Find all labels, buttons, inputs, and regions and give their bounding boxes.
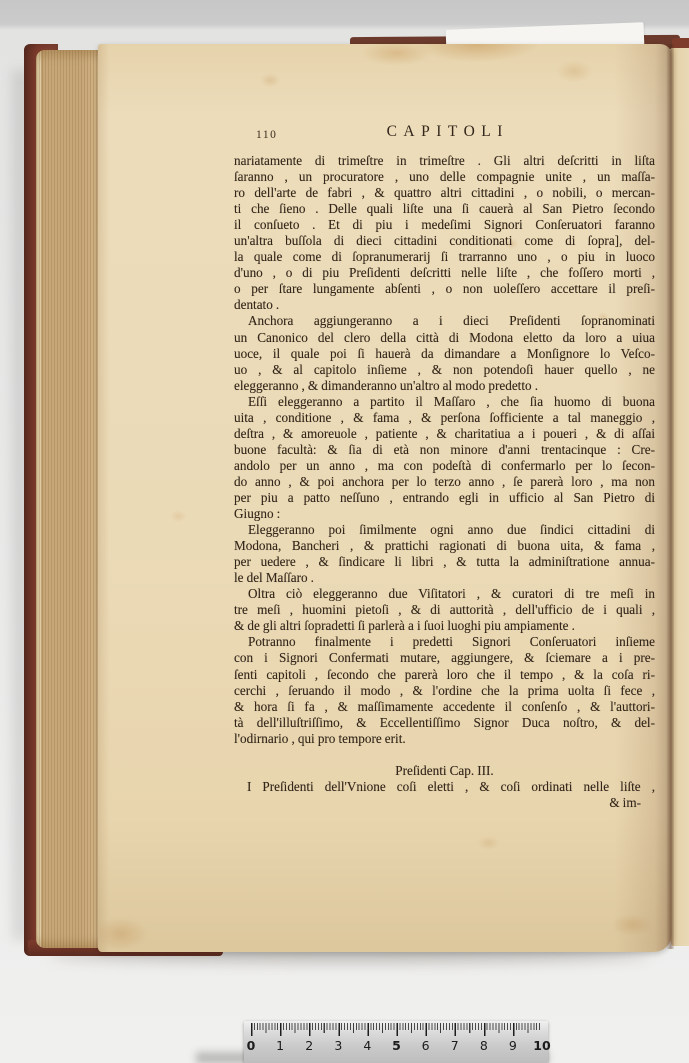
- gutter-crease: [666, 44, 674, 949]
- page-number: 110: [256, 129, 278, 141]
- text-line: uoce, il quale poi ſi hauerà da dimandare a Monſignore lo Veſco-: [234, 345, 655, 361]
- closing-line: I Preſidenti dell'Vnione coſi eletti , & coſi ordinati nelle liſte ,: [247, 778, 655, 794]
- text-line: tre meſi , huomini pietoſi , & di auttorità , dell'ufficio de i quali ,: [234, 602, 655, 618]
- ruler-numbers: [246, 1021, 551, 1063]
- book-page: [98, 44, 672, 952]
- text-line: do anno , & poi anchora per lo terzo anno , ſe parerà loro , ma non: [234, 473, 655, 489]
- ruler-number: 8: [479, 1038, 488, 1053]
- text-line: il conſueto . Et di piu i medeſimi Signori Conſeruatori faranno: [234, 217, 655, 233]
- text-line: dentato .: [234, 297, 280, 313]
- text-line: & de gli altri ſopradetti ſi parlerà a i ſuoi luoghi piu ampiamente .: [234, 618, 575, 634]
- text-line: andolo per un anno , ma con podeſtà di confermarlo per lo ſecon-: [234, 457, 655, 473]
- text-line: Potranno finalmente i predetti Signori Conſeruatori inſieme: [248, 634, 655, 650]
- text-line: & hora ſi fa , & maſſimamente accedente il conſenſo , & l'auttori-: [234, 698, 655, 714]
- text-line: Giugno :: [234, 506, 281, 522]
- ruler-number: 4: [363, 1038, 372, 1053]
- text-line: eleggeranno , & dimanderanno un'altro al modo predetto .: [234, 377, 538, 393]
- text-line: deſtra , & amoreuole , patiente , & charitatiua a i poueri , & di aſſai: [234, 425, 655, 441]
- ruler-number: 0: [246, 1038, 256, 1053]
- text-line: uita , conditione , & fama , & perſona ſofficiente a tal maneggio ,: [234, 409, 655, 425]
- text-line: o per ſtare lungamente abſenti , o non uoleſſero accettare il preſi-: [234, 281, 655, 297]
- ruler-number: 7: [450, 1038, 459, 1053]
- text-line: ſenti capitoli , ſecondo che parerà loro che il tempo , & la coſa ri-: [234, 666, 655, 682]
- text-line: l'odirnario , qui pro tempore erit.: [234, 730, 406, 746]
- text-line: le del Maſſaro .: [234, 570, 314, 586]
- ruler-number: 5: [392, 1038, 401, 1053]
- ruler-number: 6: [421, 1038, 430, 1053]
- body-text: [234, 153, 655, 747]
- text-line: con i Signori Confermati mutare, aggiungere, & ſciemare a i pre-: [234, 650, 655, 666]
- text-line: per uedere , & ſindicare li libri , & tutta la adminiſtratione annua-: [234, 554, 655, 570]
- text-line: un Canonico del clero della città di Modona eletto da loro a uiua: [234, 329, 655, 345]
- text-line: nariatamente di trimeſtre in trimeſtre . Gli altri deſcritti in liſta: [234, 153, 655, 168]
- text-line: d'uno , o di piu Preſidenti deſcritti nelle liſte , che foſſero morti ,: [234, 265, 655, 281]
- text-line: un'altra buſſola di dieci cittadini conditionati come di ſopra], del-: [234, 233, 655, 249]
- text-line: cerchi , ſeruando il modo , & l'ordine che la prima uolta ſi fece ,: [234, 682, 655, 698]
- text-line: Oltra ciò eleggeranno due Viſitatori , & curatori di tre meſi in: [248, 586, 655, 602]
- text-line: buone facultà: & ſia di età non minore d'anni trentacinque : Cre-: [234, 441, 655, 457]
- text-line: ro dell'arte de fabri , & quattro altri cittadini , o nobili, o mercan-: [234, 185, 655, 201]
- section-heading: Preſidenti Cap. III.: [395, 762, 494, 778]
- text-line: la quale come di ſopranumerarij ſi trarranno uno , o piu in luoco: [234, 249, 655, 265]
- text-line: ti che ſieno . Delle quali liſte una ſi cauerà al San Pietro ſecondo: [234, 201, 655, 217]
- ruler-number: 1: [276, 1038, 285, 1053]
- text-line: tà dell'illuſtriſſimo, & Eccellentiſſimo Signor Duca noſtro, & del-: [234, 714, 655, 730]
- text-line: Anchora aggiungeranno a i dieci Preſidenti ſopranominati: [248, 313, 655, 329]
- running-title: CAPITOLI: [386, 123, 509, 140]
- text-line: per piu a patto neſſuno , entrando egli in ufficio al San Pietro di: [234, 489, 655, 505]
- ruler-number: 9: [508, 1038, 517, 1053]
- text-line: ſaranno , un procuratore , uno delle compagnie unite , un maſſa-: [234, 169, 655, 185]
- ruler-number: 3: [334, 1038, 343, 1053]
- catchword: & im-: [609, 794, 641, 810]
- text-line: Eſſi eleggeranno a partito il Maſſaro , che ſia huomo di buona: [248, 393, 655, 409]
- text-block: [234, 153, 655, 811]
- ruler: [244, 1021, 551, 1063]
- text-line: uo , & al capitolo inſieme , & non potendoſi hauer quello , ne: [234, 361, 655, 377]
- ruler-number: 10: [533, 1038, 551, 1053]
- text-line: Modona, Bancheri , & prattichi ragionati di buona uita, & fama ,: [234, 538, 655, 554]
- text-line: Eleggeranno poi ſimilmente ogni anno due ſindici cittadini di: [248, 522, 655, 538]
- ruler-number: 2: [305, 1038, 314, 1053]
